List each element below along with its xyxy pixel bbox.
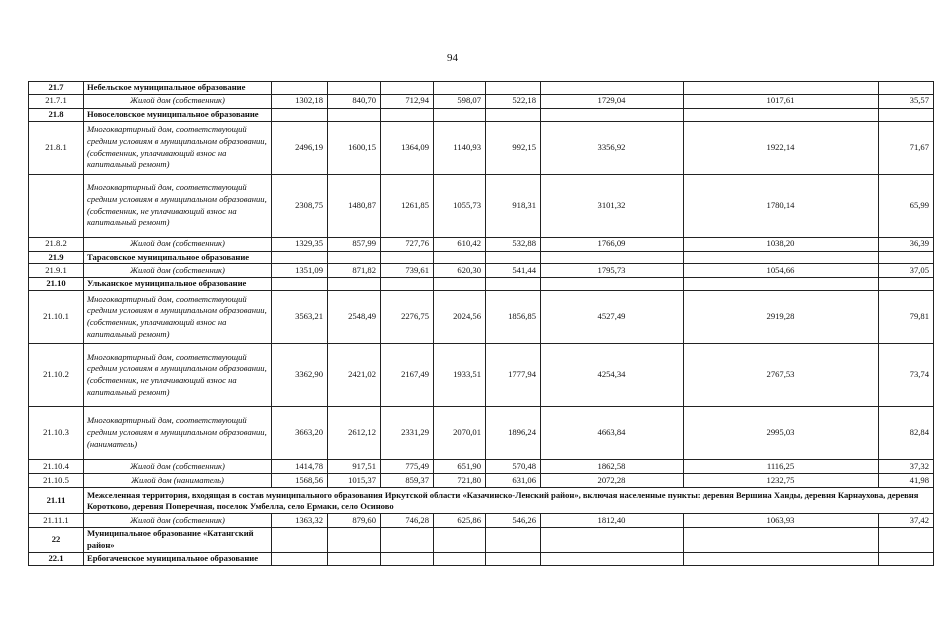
empty-cell bbox=[381, 251, 434, 264]
value-cell: 1063,93 bbox=[684, 514, 879, 528]
empty-cell bbox=[272, 552, 328, 565]
empty-cell bbox=[434, 82, 486, 95]
value-cell: 625,86 bbox=[434, 514, 486, 528]
empty-cell bbox=[434, 552, 486, 565]
value-cell: 1038,20 bbox=[684, 237, 879, 251]
empty-cell bbox=[541, 108, 684, 121]
row-name bbox=[84, 344, 272, 407]
empty-cell bbox=[272, 108, 328, 121]
value-cell: 37,05 bbox=[879, 264, 934, 278]
value-cell: 2767,53 bbox=[684, 344, 879, 407]
value-cell: 2070,01 bbox=[434, 407, 486, 460]
row-name bbox=[84, 407, 272, 460]
table-row bbox=[29, 251, 934, 264]
value-cell: 857,99 bbox=[328, 237, 381, 251]
value-cell: 1414,78 bbox=[272, 460, 328, 474]
row-name-text: Многоквартирный дом, соответствующий средним условиям в муниципальном образовании, (собственник, уплачивающий взнос на капитальный ремонт) bbox=[87, 293, 267, 339]
row-code: 21.10.4 bbox=[29, 460, 84, 474]
value-cell: 1862,58 bbox=[541, 460, 684, 474]
row-name-text: Многоквартирный дом, соответствующий средним условиям в муниципальном образовании, (собственник, не уплачивающий взнос на капитальный ремонт) bbox=[87, 182, 267, 228]
section-title: Муниципальное образование «Катангский район» bbox=[84, 528, 272, 553]
row-name-text: Многоквартирный дом, соответствующий средним условиям в муниципальном образовании, (собственник, не уплачивающий взнос на капитальный ремонт) bbox=[87, 351, 267, 397]
empty-cell bbox=[541, 251, 684, 264]
value-cell: 1363,32 bbox=[272, 514, 328, 528]
value-cell: 739,61 bbox=[381, 264, 434, 278]
row-code bbox=[29, 174, 84, 237]
row-name-text: Жилой дом (наниматель) bbox=[131, 474, 224, 485]
table-row bbox=[29, 108, 934, 121]
section-title: Межселенная территория, входящая в состав муниципального образования Иркутской области «Казачинско-Ленский район», включая населенные пункты: деревня Вершина Ханды, деревня Карнаухова, деревня Коротково, деревня Поперечная, поселок Умбелла, село Ермаки, село Осиново bbox=[84, 488, 934, 514]
row-name-text: Жилой дом (собственник) bbox=[130, 95, 225, 106]
table-row bbox=[29, 291, 934, 344]
row-code: 21.10.3 bbox=[29, 407, 84, 460]
value-cell: 79,81 bbox=[879, 291, 934, 344]
value-cell: 1766,09 bbox=[541, 237, 684, 251]
value-cell: 1329,35 bbox=[272, 237, 328, 251]
empty-cell bbox=[486, 108, 541, 121]
empty-cell bbox=[328, 278, 381, 291]
value-cell: 1480,87 bbox=[328, 174, 381, 237]
row-name bbox=[84, 237, 272, 251]
empty-cell bbox=[486, 251, 541, 264]
table-row bbox=[29, 94, 934, 108]
table-row bbox=[29, 514, 934, 528]
section-code: 21.10 bbox=[29, 278, 84, 291]
value-cell: 2612,12 bbox=[328, 407, 381, 460]
value-cell: 1780,14 bbox=[684, 174, 879, 237]
value-cell: 522,18 bbox=[486, 94, 541, 108]
row-name bbox=[84, 121, 272, 174]
empty-cell bbox=[434, 278, 486, 291]
value-cell: 4527,49 bbox=[541, 291, 684, 344]
section-code: 21.9 bbox=[29, 251, 84, 264]
table-row bbox=[29, 488, 934, 514]
value-cell: 859,37 bbox=[381, 474, 434, 488]
value-cell: 1856,85 bbox=[486, 291, 541, 344]
value-cell: 71,67 bbox=[879, 121, 934, 174]
value-cell: 2276,75 bbox=[381, 291, 434, 344]
value-cell: 1812,40 bbox=[541, 514, 684, 528]
empty-cell bbox=[328, 552, 381, 565]
value-cell: 610,42 bbox=[434, 237, 486, 251]
value-cell: 2919,28 bbox=[684, 291, 879, 344]
value-cell: 3356,92 bbox=[541, 121, 684, 174]
empty-cell bbox=[541, 82, 684, 95]
value-cell: 1017,61 bbox=[684, 94, 879, 108]
value-cell: 1302,18 bbox=[272, 94, 328, 108]
value-cell: 3563,21 bbox=[272, 291, 328, 344]
empty-cell bbox=[381, 82, 434, 95]
table-row bbox=[29, 407, 934, 460]
table-row bbox=[29, 528, 934, 553]
table-row bbox=[29, 174, 934, 237]
section-title: Тарасовское муниципальное образование bbox=[84, 251, 272, 264]
value-cell: 35,57 bbox=[879, 94, 934, 108]
value-cell: 651,90 bbox=[434, 460, 486, 474]
value-cell: 4254,34 bbox=[541, 344, 684, 407]
value-cell: 37,32 bbox=[879, 460, 934, 474]
row-name-text: Жилой дом (собственник) bbox=[130, 460, 225, 471]
value-cell: 2496,19 bbox=[272, 121, 328, 174]
empty-cell bbox=[272, 278, 328, 291]
value-cell: 2548,49 bbox=[328, 291, 381, 344]
value-cell: 541,44 bbox=[486, 264, 541, 278]
value-cell: 721,80 bbox=[434, 474, 486, 488]
row-name bbox=[84, 460, 272, 474]
empty-cell bbox=[486, 278, 541, 291]
value-cell: 620,30 bbox=[434, 264, 486, 278]
empty-cell bbox=[879, 108, 934, 121]
value-cell: 2167,49 bbox=[381, 344, 434, 407]
empty-cell bbox=[486, 528, 541, 553]
value-cell: 41,98 bbox=[879, 474, 934, 488]
empty-cell bbox=[328, 251, 381, 264]
value-cell: 2024,56 bbox=[434, 291, 486, 344]
empty-cell bbox=[272, 251, 328, 264]
empty-cell bbox=[328, 82, 381, 95]
table-row bbox=[29, 344, 934, 407]
value-cell: 871,82 bbox=[328, 264, 381, 278]
empty-cell bbox=[381, 108, 434, 121]
row-name bbox=[84, 474, 272, 488]
value-cell: 1140,93 bbox=[434, 121, 486, 174]
row-code: 21.9.1 bbox=[29, 264, 84, 278]
value-cell: 1795,73 bbox=[541, 264, 684, 278]
empty-cell bbox=[381, 528, 434, 553]
section-title: Небельское муниципальное образование bbox=[84, 82, 272, 95]
value-cell: 546,26 bbox=[486, 514, 541, 528]
section-code: 21.8 bbox=[29, 108, 84, 121]
value-cell: 727,76 bbox=[381, 237, 434, 251]
empty-cell bbox=[541, 552, 684, 565]
empty-cell bbox=[328, 528, 381, 553]
value-cell: 1933,51 bbox=[434, 344, 486, 407]
value-cell: 37,42 bbox=[879, 514, 934, 528]
empty-cell bbox=[486, 82, 541, 95]
empty-cell bbox=[684, 108, 879, 121]
empty-cell bbox=[879, 251, 934, 264]
row-name bbox=[84, 94, 272, 108]
value-cell: 3101,32 bbox=[541, 174, 684, 237]
value-cell: 4663,84 bbox=[541, 407, 684, 460]
section-code: 21.7 bbox=[29, 82, 84, 95]
row-code: 21.8.1 bbox=[29, 121, 84, 174]
value-cell: 1055,73 bbox=[434, 174, 486, 237]
empty-cell bbox=[381, 552, 434, 565]
value-cell: 82,84 bbox=[879, 407, 934, 460]
empty-cell bbox=[434, 251, 486, 264]
value-cell: 1232,75 bbox=[684, 474, 879, 488]
row-name-text: Жилой дом (собственник) bbox=[130, 264, 225, 275]
value-cell: 712,94 bbox=[381, 94, 434, 108]
value-cell: 2308,75 bbox=[272, 174, 328, 237]
empty-cell bbox=[879, 278, 934, 291]
section-code: 22.1 bbox=[29, 552, 84, 565]
value-cell: 73,74 bbox=[879, 344, 934, 407]
value-cell: 775,49 bbox=[381, 460, 434, 474]
empty-cell bbox=[434, 108, 486, 121]
table-row bbox=[29, 460, 934, 474]
value-cell: 746,28 bbox=[381, 514, 434, 528]
row-code: 21.11.1 bbox=[29, 514, 84, 528]
empty-cell bbox=[684, 278, 879, 291]
table-row bbox=[29, 82, 934, 95]
row-name-text: Жилой дом (собственник) bbox=[130, 514, 225, 525]
value-cell: 1896,24 bbox=[486, 407, 541, 460]
value-cell: 840,70 bbox=[328, 94, 381, 108]
empty-cell bbox=[328, 108, 381, 121]
row-name-text: Жилой дом (собственник) bbox=[130, 238, 225, 249]
value-cell: 2995,03 bbox=[684, 407, 879, 460]
tariff-table bbox=[28, 81, 934, 566]
section-code: 21.11 bbox=[29, 488, 84, 514]
empty-cell bbox=[434, 528, 486, 553]
empty-cell bbox=[879, 82, 934, 95]
row-code: 21.10.1 bbox=[29, 291, 84, 344]
empty-cell bbox=[879, 528, 934, 553]
section-title: Ульканское муниципальное образование bbox=[84, 278, 272, 291]
empty-cell bbox=[541, 278, 684, 291]
value-cell: 3362,90 bbox=[272, 344, 328, 407]
value-cell: 1116,25 bbox=[684, 460, 879, 474]
value-cell: 1600,15 bbox=[328, 121, 381, 174]
value-cell: 1777,94 bbox=[486, 344, 541, 407]
value-cell: 992,15 bbox=[486, 121, 541, 174]
value-cell: 2072,28 bbox=[541, 474, 684, 488]
table-row bbox=[29, 237, 934, 251]
row-name-text: Многоквартирный дом, соответствующий средним условиям в муниципальном образовании, (собственник, уплачивающий взнос на капитальный ремонт) bbox=[87, 124, 267, 170]
row-code: 21.10.2 bbox=[29, 344, 84, 407]
value-cell: 1364,09 bbox=[381, 121, 434, 174]
empty-cell bbox=[381, 278, 434, 291]
table-row bbox=[29, 264, 934, 278]
empty-cell bbox=[684, 552, 879, 565]
empty-cell bbox=[541, 528, 684, 553]
empty-cell bbox=[272, 528, 328, 553]
empty-cell bbox=[684, 251, 879, 264]
row-code: 21.7.1 bbox=[29, 94, 84, 108]
value-cell: 1015,37 bbox=[328, 474, 381, 488]
value-cell: 598,07 bbox=[434, 94, 486, 108]
value-cell: 917,51 bbox=[328, 460, 381, 474]
value-cell: 65,99 bbox=[879, 174, 934, 237]
empty-cell bbox=[272, 82, 328, 95]
empty-cell bbox=[486, 552, 541, 565]
value-cell: 879,60 bbox=[328, 514, 381, 528]
value-cell: 2331,29 bbox=[381, 407, 434, 460]
empty-cell bbox=[879, 552, 934, 565]
row-name bbox=[84, 174, 272, 237]
row-code: 21.8.2 bbox=[29, 237, 84, 251]
table-row bbox=[29, 474, 934, 488]
section-title: Новоселовское муниципальное образование bbox=[84, 108, 272, 121]
empty-cell bbox=[684, 528, 879, 553]
value-cell: 36,39 bbox=[879, 237, 934, 251]
value-cell: 570,48 bbox=[486, 460, 541, 474]
table-body bbox=[29, 82, 934, 566]
value-cell: 1261,85 bbox=[381, 174, 434, 237]
value-cell: 918,31 bbox=[486, 174, 541, 237]
empty-cell bbox=[684, 82, 879, 95]
value-cell: 3663,20 bbox=[272, 407, 328, 460]
row-name bbox=[84, 264, 272, 278]
row-name bbox=[84, 514, 272, 528]
row-name-text: Многоквартирный дом, соответствующий средним условиям в муниципальном образовании, (наниматель) bbox=[87, 415, 267, 450]
value-cell: 1922,14 bbox=[684, 121, 879, 174]
section-title: Ербогаченское муниципальное образование bbox=[84, 552, 272, 565]
table-row bbox=[29, 552, 934, 565]
table-row bbox=[29, 121, 934, 174]
page-number: 94 bbox=[447, 52, 458, 64]
table-row bbox=[29, 278, 934, 291]
value-cell: 631,06 bbox=[486, 474, 541, 488]
value-cell: 2421,02 bbox=[328, 344, 381, 407]
value-cell: 1568,56 bbox=[272, 474, 328, 488]
value-cell: 1054,66 bbox=[684, 264, 879, 278]
value-cell: 1351,09 bbox=[272, 264, 328, 278]
row-name bbox=[84, 291, 272, 344]
value-cell: 532,88 bbox=[486, 237, 541, 251]
row-code: 21.10.5 bbox=[29, 474, 84, 488]
value-cell: 1729,04 bbox=[541, 94, 684, 108]
section-code: 22 bbox=[29, 528, 84, 553]
